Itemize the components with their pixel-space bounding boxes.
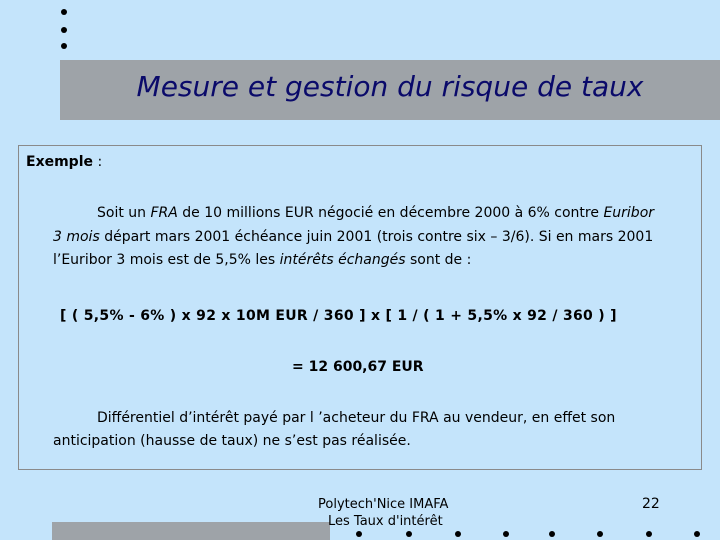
para1-text: sont de : [405, 252, 472, 268]
bullet-dot-2 [61, 27, 67, 33]
para1-text: départ mars 2001 échéance juin 2001 (trois contre six – 3/6). Si en mars 2001 [99, 229, 654, 245]
bullet-dot-bottom-5 [549, 531, 555, 537]
slide-title: Mesure et gestion du risque de taux [136, 70, 644, 103]
bullet-dot-bottom-4 [503, 531, 509, 537]
bullet-dot-bottom-1 [356, 531, 362, 537]
para1-line2 [53, 228, 653, 246]
example-colon: : [93, 154, 103, 170]
bullet-dot-bottom-6 [597, 531, 603, 537]
para1-text: Soit un [97, 205, 151, 221]
bullet-dot-bottom-3 [455, 531, 461, 537]
para1-line1 [97, 204, 654, 222]
page-number: 22 [642, 496, 660, 512]
footer-line2: Les Taux d'intérêt [328, 514, 443, 529]
bullet-dot-bottom-8 [694, 531, 700, 537]
bullet-dot-bottom-7 [646, 531, 652, 537]
fra-term: FRA [150, 205, 178, 221]
bullet-dot-3 [61, 43, 67, 49]
example-heading [26, 153, 102, 171]
para1-line3 [53, 251, 471, 269]
para1-text: de 10 millions EUR négocié en décembre 2000 à 6% contre [177, 205, 604, 221]
para2-line2: anticipation (hausse de taux) ne s’est pas réalisée. [53, 433, 411, 449]
formula: [ ( 5,5% - 6% ) x 92 x 10M EUR / 360 ] x [ 1 / ( 1 + 5,5% x 92 / 360 ) ] [60, 308, 617, 324]
para1-text: l’Euribor 3 mois est de 5,5% les [53, 252, 280, 268]
example-label: Exemple [26, 154, 93, 170]
euribor-term: Euribor [603, 205, 655, 221]
interets-term: intérêts échangés [279, 252, 406, 268]
bottom-band [52, 522, 330, 540]
result: = 12 600,67 EUR [292, 359, 424, 375]
mois-term: 3 mois [53, 229, 100, 245]
title-band [60, 60, 720, 120]
bullet-dot-bottom-2 [406, 531, 412, 537]
para2-line1: Différentiel d’intérêt payé par l ’acheteur du FRA au vendeur, en effet son [97, 410, 616, 426]
bullet-dot-1 [61, 9, 67, 15]
footer-line1: Polytech'Nice IMAFA [318, 497, 449, 512]
